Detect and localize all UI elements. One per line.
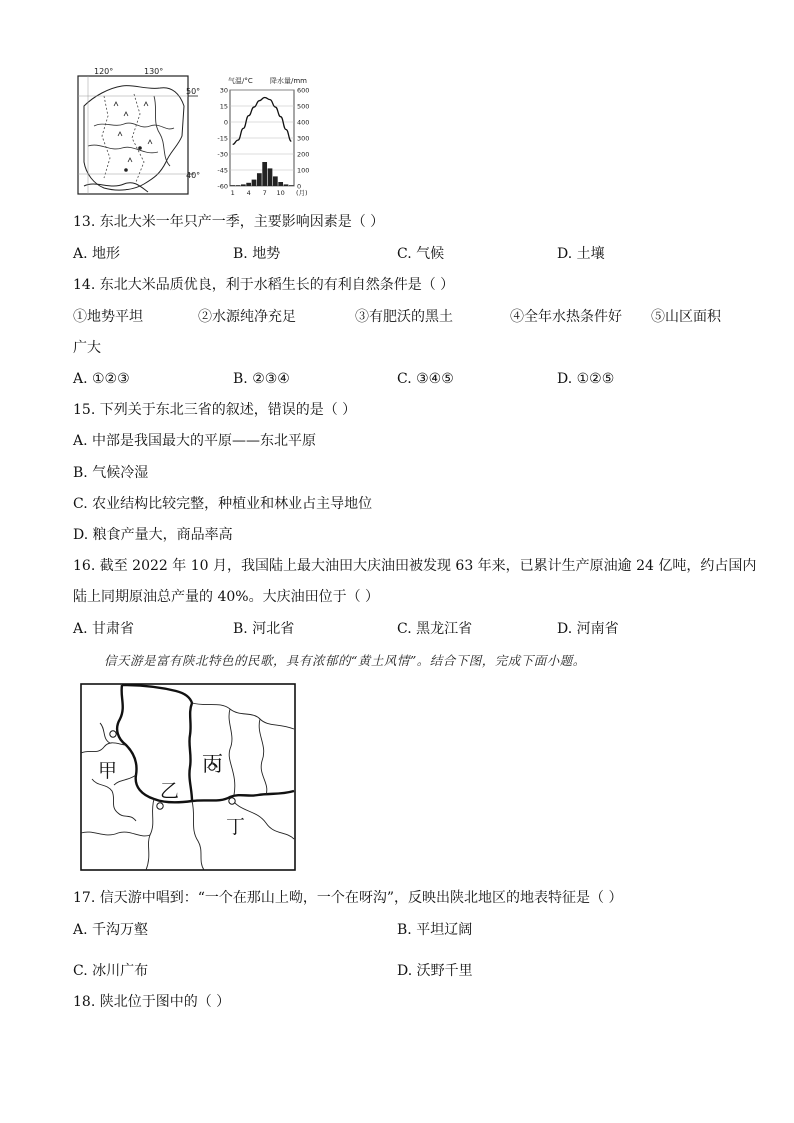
q14-item-3: ③有肥沃的黑土 [355, 309, 453, 325]
q14-item-1: ①地势平坦 [73, 309, 143, 325]
map-lon-130: 130° [144, 67, 164, 76]
question-14: 14. 东北大米品质优良，利于水稻生长的有利自然条件是（ ） [73, 277, 455, 293]
q15-option-d[interactable]: D. 粮食产量大，商品率高 [73, 527, 233, 543]
q17-option-a[interactable]: A. 千沟万壑 [73, 922, 149, 938]
precip-tick-label: 500 [297, 102, 310, 111]
q17-option-d[interactable]: D. 沃野千里 [397, 963, 473, 979]
month-tick-label: 7 [262, 189, 267, 197]
q14-option-b[interactable]: B. ②③④ [233, 371, 290, 387]
precip-tick-label: 400 [297, 118, 310, 127]
precip-bar [273, 176, 278, 186]
temp-tick-label: -60 [217, 182, 228, 191]
q14-option-d[interactable]: D. ①②⑤ [557, 371, 615, 387]
precip-tick-label: 600 [297, 86, 310, 95]
q16-option-c[interactable]: C. 黑龙江省 [397, 621, 473, 637]
q13-option-c[interactable]: C. 气候 [397, 246, 445, 262]
precip-tick-label: 200 [297, 150, 310, 159]
temp-tick-label: 15 [219, 102, 228, 111]
climate-chart [208, 74, 328, 200]
temperature-curve [233, 97, 292, 144]
map-lat-40: 40° [186, 171, 201, 180]
precip-tick-label: 100 [297, 166, 310, 175]
precip-bar [230, 185, 235, 186]
temp-tick-label: 0 [223, 118, 228, 127]
region-label-yi: 乙 [160, 780, 180, 802]
precip-tick-label: 0 [297, 182, 302, 191]
temp-tick-label: -15 [217, 134, 228, 143]
month-tick-label: (月) [296, 189, 308, 197]
precip-bar [246, 183, 251, 186]
question-15: 15. 下列关于东北三省的叙述，错误的是（ ） [73, 402, 357, 418]
q14-item-5-cont: 广大 [73, 340, 101, 356]
q15-option-c[interactable]: C. 农业结构比较完整，种植业和林业占主导地位 [73, 496, 373, 512]
month-tick-label: 1 [230, 189, 235, 197]
q13-option-b[interactable]: B. 地势 [233, 246, 281, 262]
q14-option-a[interactable]: A. ①②③ [73, 371, 130, 387]
question-16-line-1: 16. 截至 2022 年 10 月，我国陆上最大油田大庆油田被发现 63 年来，已累计生产原油逾 24 亿吨，约占国内 [73, 558, 757, 574]
q15-option-a[interactable]: A. 中部是我国最大的平原——东北平原 [73, 433, 317, 449]
precip-bar [252, 180, 257, 186]
month-tick-label: 10 [276, 189, 285, 197]
precip-bar [262, 162, 267, 186]
question-16-line-2: 陆上同期原油总产量的 40%。大庆油田位于（ ） [73, 589, 380, 605]
map-lon-120: 120° [94, 67, 114, 76]
q14-item-5: ⑤山区面积 [651, 309, 721, 325]
q17-option-b[interactable]: B. 平坦辽阔 [397, 922, 473, 938]
precip-bar [236, 185, 241, 186]
q13-option-d[interactable]: D. 土壤 [557, 246, 605, 262]
region-label-bing: 丙 [202, 752, 223, 776]
northeast-map [74, 66, 204, 200]
passage-intro: 信天游是富有陕北特色的民歌，具有浓郁的“黄土风情”。结合下图，完成下面小题。 [104, 653, 586, 668]
region-label-jia: 甲 [98, 760, 118, 782]
q16-option-b[interactable]: B. 河北省 [233, 621, 295, 637]
temp-tick-label: -30 [217, 150, 228, 159]
temp-axis-header: 气温/°C [228, 77, 253, 85]
q17-option-c[interactable]: C. 冰川广布 [73, 963, 149, 979]
question-13: 13. 东北大米一年只产一季，主要影响因素是（ ） [73, 214, 385, 230]
shaanbei-map [80, 683, 296, 871]
q14-option-c[interactable]: C. ③④⑤ [397, 371, 454, 387]
precip-bar [278, 182, 283, 186]
precip-tick-label: 300 [297, 134, 310, 143]
q15-option-b[interactable]: B. 气候冷湿 [73, 465, 149, 481]
q14-item-4: ④全年水热条件好 [510, 309, 622, 325]
temp-tick-label: 30 [219, 86, 228, 95]
region-label-ding: 丁 [226, 816, 246, 838]
precip-axis-header: 降水量/mm [270, 77, 307, 85]
q14-item-2: ②水源纯净充足 [198, 309, 296, 325]
q13-option-a[interactable]: A. 地形 [73, 246, 121, 262]
question-18: 18. 陕北位于图中的（ ） [73, 994, 231, 1010]
q16-option-a[interactable]: A. 甘肃省 [73, 621, 135, 637]
precip-bar [268, 168, 273, 186]
q16-option-d[interactable]: D. 河南省 [557, 621, 619, 637]
precip-bar [257, 173, 262, 186]
map-lat-50: 50° [186, 87, 201, 96]
temp-tick-label: -45 [217, 166, 228, 175]
precip-bar [284, 184, 289, 186]
precip-bar [289, 185, 294, 186]
precip-bar [241, 184, 246, 186]
month-tick-label: 4 [246, 189, 251, 197]
question-17: 17. 信天游中唱到：“一个在那山上呦，一个在呀沟”，反映出陕北地区的地表特征是（ ） [73, 890, 623, 906]
